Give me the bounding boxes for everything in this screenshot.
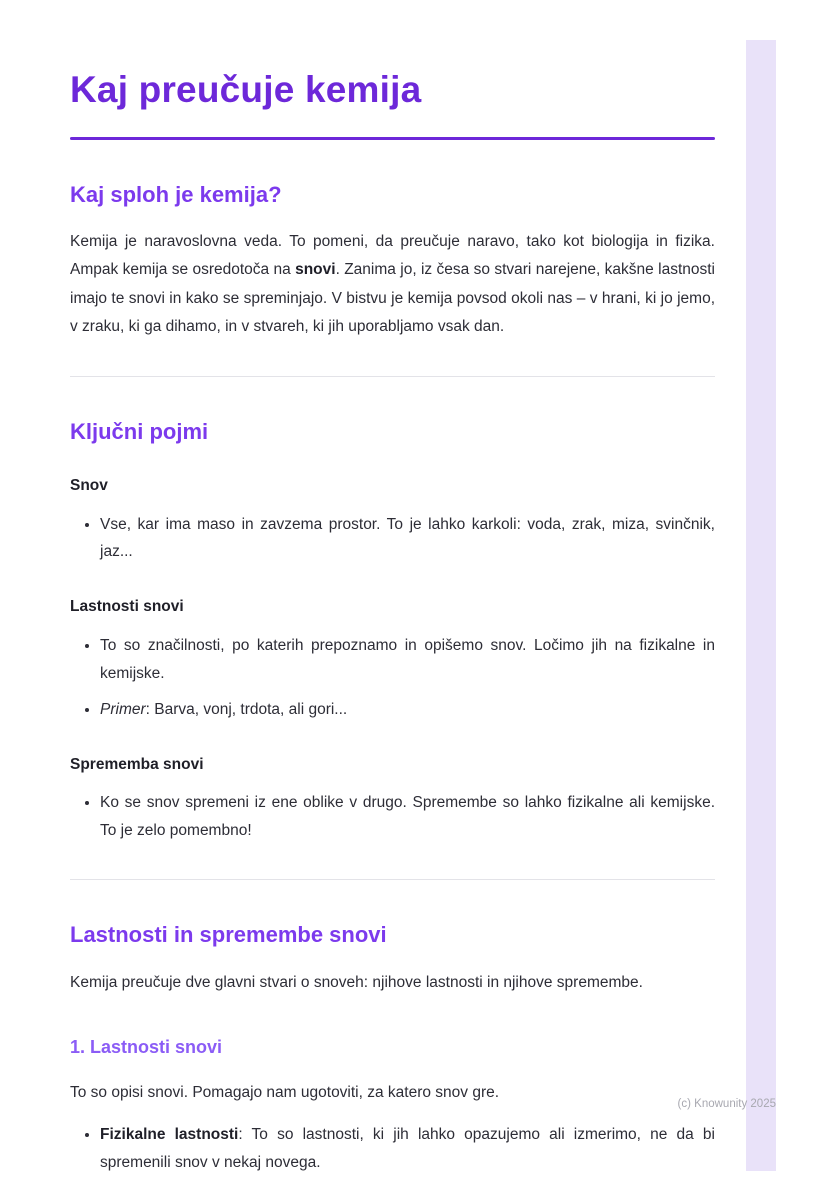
section-heading-key-terms: Ključni pojmi <box>70 418 209 444</box>
bullet-item-example <box>100 696 715 724</box>
subsection-list <box>70 1121 715 1177</box>
footer-text: (c) Knowunity 2025 <box>677 1098 776 1110</box>
section-heading-intro: Kaj sploh je kemija? <box>70 181 282 207</box>
term-snov-list <box>70 511 715 567</box>
bullet-item-fizikalne <box>100 1121 715 1177</box>
side-accent-strip <box>746 40 776 1171</box>
bullet-bold-label: Fizikalne lastnosti <box>100 1125 239 1143</box>
intro-paragraph <box>70 228 715 341</box>
term-heading-lastnosti-snovi: Lastnosti snovi <box>70 598 184 616</box>
bullet-item: • To so značilnosti, po katerih prepoznamo in opišemo snov. Ločimo jih na fizikalne in kemijske. <box>100 632 715 688</box>
section-heading-properties-changes: Lastnosti in spremembe snovi <box>70 922 387 948</box>
term-sprememba-list <box>70 789 715 845</box>
bullet-text: : To so lastnosti, ki jih lahko opazujemo ali izmerimo, ne da bi spremenili snov v nekaj novega. <box>100 1125 715 1171</box>
term-heading-snov: Snov <box>70 476 108 494</box>
document-body <box>70 0 715 1185</box>
page-title: Kaj preučuje kemija <box>70 69 422 110</box>
intro-text-after: . Zanima jo, iz česa so stvari narejene, kakšne lastnosti imajo te snovi in kako se spreminjajo. V bistvu je kemija povsod okoli nas – v hrani, ki jo jemo, v zraku, ki ga dihamo, in v stvareh, ki jih uporabljamo vsak dan. <box>70 261 715 336</box>
example-text: : Barva, vonj, trdota, ali gori... <box>145 700 348 718</box>
subsection-heading-lastnosti: 1. Lastnosti snovi <box>70 1036 223 1057</box>
bullet-item: • Vse, kar ima maso in zavzema prostor. To je lahko karkoli: voda, zrak, miza, svinčnik, jaz... <box>100 511 715 567</box>
term-heading-sprememba-snovi: Sprememba snovi <box>70 755 204 773</box>
intro-text-before: Kemija je naravoslovna veda. To pomeni, da preučuje naravo, tako kot biologija in fizika. Ampak kemija se osredotoča na <box>70 233 715 279</box>
section-divider-1 <box>70 376 715 377</box>
intro-text-bold: snovi <box>295 261 336 279</box>
subsection-paragraph: To so opisi snovi. Pomagajo nam ugotoviti, za katero snov gre. <box>70 1083 500 1101</box>
title-divider <box>70 137 715 140</box>
example-label-italic: Primer <box>100 700 146 718</box>
bullet-item: • Ko se snov spremeni iz ene oblike v drugo. Spremembe so lahko fizikalne ali kemijske. To je zelo pomembno! <box>100 789 715 845</box>
term-lastnosti-list <box>70 632 715 724</box>
properties-paragraph: Kemija preučuje dve glavni stvari o snoveh: njihove lastnosti in njihove spremembe. <box>70 973 643 991</box>
section-divider-2 <box>70 879 715 880</box>
